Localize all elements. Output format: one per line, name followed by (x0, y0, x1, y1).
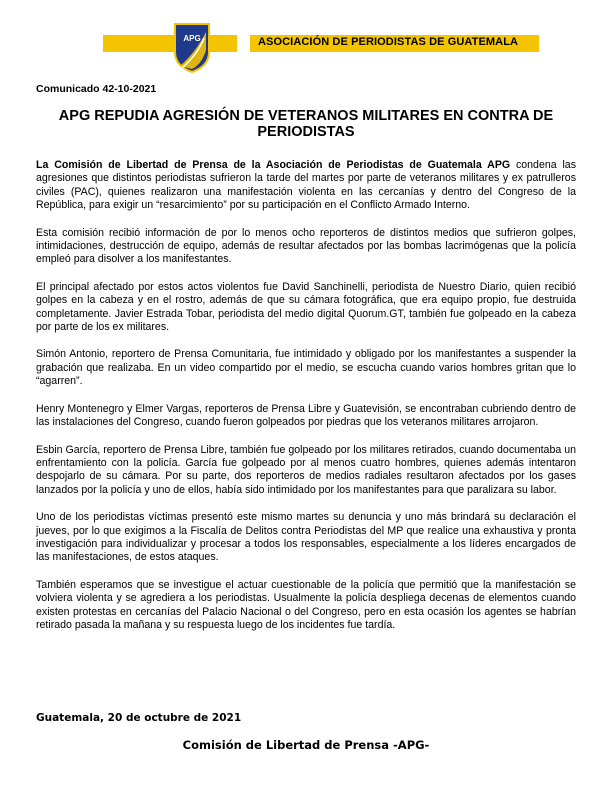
paragraph (36, 281, 576, 335)
paragraph-text: También esperamos que se investigue el actuar cuestionable de la policía que permitió que la manifestación se volviera violenta y se agrediera a los periodistas. Usualmente la policía despliega decenas de elementos cuando existen protestas en cercanías del Palacio Nacional o del Congreso, pero en esta ocasión los agentes se habrían retirado pasada la mañana y su respuesta luego de los incidentes fue tardía. (36, 578, 576, 631)
comunicado-number: Comunicado 42-10-2021 (36, 83, 157, 95)
paragraph-text: condena las agresiones que distintos periodistas sufrieron la tarde del martes por parte de veteranos militares y ex patrulleros civiles (PAC), quienes realizaron una manifestación violenta en las cercanías y dentro del Congreso de la República, para exigir un “resarcimiento” por su participación en el Conflicto Armado Interno. (36, 159, 576, 212)
paragraph (36, 227, 576, 267)
paragraph (36, 444, 576, 498)
paragraph-text: Simón Antonio, reportero de Prensa Comunitaria, fue intimidado y obligado por los manifestantes a suspender la grabación que realizaba. En un video compartido por el medio, se escucha cuando varios hombres gritan que lo “agarren”. (36, 348, 576, 388)
paragraph-lead: La Comisión de Libertad de Prensa de la Asociación de Periodistas de Guatemala APG (36, 159, 511, 171)
paragraph (36, 348, 576, 388)
paragraph-text: Esta comisión recibió información de por lo menos ocho reporteros de distintos medios que sufrieron golpes, intimidaciones, destrucción de equipo, además de resultar afectados por las bombas lacrimógenas que la policía empleó para disolver a los manifestantes. (36, 226, 576, 266)
paragraph-text: El principal afectado por estos actos violentos fue David Sanchinelli, periodista de Nuestro Diario, quien recibió golpes en la cabeza y en el rostro, además de que su cámara fotográfica, que era equipo propio, fue destruida completamente. Javier Estrada Tobar, periodista del medio digital Quorum.GT, también fue golpeado en la cabeza por parte de los ex militares. (36, 280, 576, 334)
letterhead (0, 18, 612, 76)
paragraph (36, 511, 576, 565)
date-line: Guatemala, 20 de octubre de 2021 (36, 712, 242, 724)
logo-text: APG (183, 34, 201, 43)
document-title: APG REPUDIA AGRESIÓN DE VETERANOS MILITARES EN CONTRA DE PERIODISTAS (58, 108, 554, 140)
paragraph-text: Uno de los periodistas víctimas presentó este mismo martes su denuncia y uno más brindará su declaración el jueves, por lo que exigimos a la Fiscalía de Delitos contra Periodistas del MP que realice una exhaustiva y pronta investigación para individualizar y procesar a todos los responsables, especialmente a los líderes encargados de las manifestaciones, de estos ataques. (36, 511, 576, 564)
paragraph-text: Henry Montenegro y Elmer Vargas, reporteros de Prensa Libre y Guatevisión, se encontraban cubriendo dentro de las instalaciones del Congreso, cuando fueron golpeados por piedras que los veteranos militares arrojaron. (36, 402, 576, 429)
document-body (36, 159, 576, 646)
organization-name: ASOCIACIÓN DE PERIODISTAS DE GUATEMALA (258, 36, 519, 48)
header-bar-left (103, 35, 237, 52)
apg-logo-icon (172, 22, 212, 74)
paragraph-text: Esbin García, reportero de Prensa Libre, también fue golpeado por los militares retirados, cuando documentaba un enfrentamiento con la policía. García fue golpeado por al menos cuatro hombres, quienes además intentaron despojarlo de su cámara. Por su parte, dos reporteros de medios radiales resultaron afectados por los gases lanzados por la policía y uno de ellos, había sido intimidado por los manifestantes para que paralizara su labor. (36, 443, 576, 496)
signature: Comisión de Libertad de Prensa -APG- (182, 738, 430, 752)
paragraph (36, 403, 576, 430)
paragraph (36, 159, 576, 213)
paragraph (36, 579, 576, 633)
